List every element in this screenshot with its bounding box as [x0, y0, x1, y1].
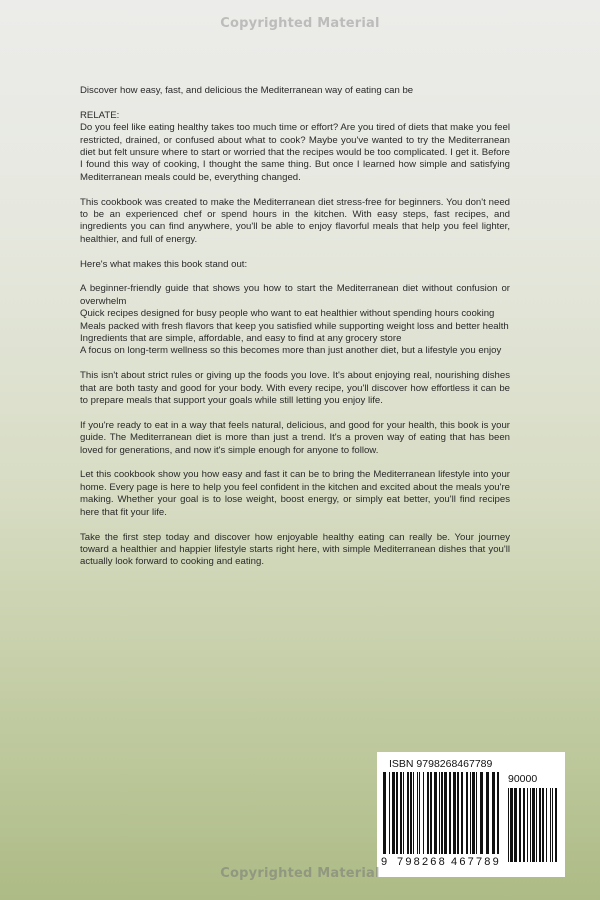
barcode-bar — [392, 772, 395, 854]
copyright-watermark-top: Copyrighted Material — [220, 16, 380, 31]
intro-line: Discover how easy, fast, and delicious the Mediterranean way of eating can be — [80, 85, 414, 96]
barcode-bar — [461, 772, 463, 854]
barcode-bar — [439, 772, 440, 854]
list-item: A focus on long-term wellness so this becomes more than just another diet, but a lifestyle you enjoy — [80, 345, 502, 357]
barcode-bar — [530, 788, 531, 862]
barcode-bar — [389, 772, 390, 854]
barcode-bar — [539, 788, 541, 862]
barcode-bar — [403, 772, 404, 854]
list-item: Quick recipes designed for busy people who want to eat healthier without spending hours cooking — [80, 308, 495, 320]
barcode-bar — [417, 772, 418, 854]
copyright-watermark-bottom: Copyrighted Material — [220, 866, 380, 881]
barcode-bar — [523, 788, 525, 862]
list-item: Meals packed with fresh flavors that keep you satisfied while supporting weight loss and better health — [80, 320, 509, 332]
barcode-bar — [480, 772, 483, 854]
barcode-bar — [492, 772, 495, 854]
barcode-bar — [532, 788, 535, 862]
rules-paragraph: This isn't about strict rules or giving up the foods you love. It's about enjoying real, nourishing dishes that are both tasty and good for your body. With every recipe, you'll discover how effortless it can be to prepare meals that support your goals while still letting you enjoy life. — [80, 370, 510, 407]
ready-paragraph: If you're ready to eat in a way that feels natural, delicious, and good for your health, this book is your guide. The Mediterranean diet is more than just a trend. It's a proven way of eating that has been loved for generations, and now it's simple enough for anyone to follow. — [80, 419, 510, 456]
barcode-bar — [542, 788, 544, 862]
barcode-bar — [449, 772, 451, 854]
barcode-bar — [552, 788, 553, 862]
barcode-bar — [527, 788, 528, 862]
let-cookbook-paragraph: Let this cookbook show you how easy and fast it can be to bring the Mediterranean lifestyle into your home. Every page is here to help you feel confident in the kitchen and excited about the meals you're making. Whether your goal is to lose weight, boost energy, or simply eat better, you'll find recipes here that fit your life. — [80, 469, 510, 518]
price-barcode-bars — [508, 788, 560, 862]
list-item: A beginner-friendly guide that shows you how to start the Mediterranean diet without confusion or overwhelm — [80, 283, 510, 307]
cookbook-paragraph: This cookbook was created to make the Mediterranean diet stress-free for beginners. You don't need to be an experienced chef or spend hours in the kitchen. With easy steps, fast recipes, and ingredients you can find anywhere, you'll be able to enjoy flavorful meals that help you feel lighter, healthier, and full of energy. — [80, 196, 510, 245]
barcode-bar — [497, 772, 499, 854]
barcode-bar — [410, 772, 412, 854]
barcode-bar — [453, 772, 456, 854]
barcode-bar — [508, 788, 509, 862]
barcode-bar — [413, 772, 414, 854]
standout-intro: Here's what makes this book stand out: — [80, 258, 248, 270]
isbn-label: ISBN 9798268467789 — [389, 758, 493, 770]
barcode-bar — [434, 772, 437, 854]
barcode-bar — [427, 772, 429, 854]
barcode-bar — [550, 788, 551, 862]
relate-heading: RELATE: — [80, 109, 120, 121]
barcode-bar — [519, 788, 521, 862]
barcode-bar — [536, 788, 537, 862]
first-step-paragraph: Take the first step today and discover how enjoyable healthy eating can really be. Your journey toward a healthier and happier lifestyle starts right here, with simple Mediterranean dishes that you'll actually look forward to cooking and eating. — [80, 531, 510, 568]
barcode-bar — [419, 772, 420, 854]
barcode-digit-group1: 798268 — [397, 856, 447, 868]
barcode-bar — [510, 788, 513, 862]
barcode-bar — [400, 772, 402, 854]
barcode-bar — [383, 772, 386, 854]
barcode-bar — [546, 788, 547, 862]
barcode-bar — [555, 788, 557, 862]
isbn-barcode-box — [377, 752, 565, 877]
price-code: 90000 — [508, 773, 538, 785]
barcode-bar — [514, 788, 517, 862]
barcode-bar — [396, 772, 398, 854]
barcode-bar — [470, 772, 471, 854]
barcode-digit-group2: 467789 — [451, 856, 501, 868]
barcode-bar — [441, 772, 443, 854]
barcode-bar — [444, 772, 447, 854]
barcode-bar — [486, 772, 489, 854]
barcode-bar — [423, 772, 424, 854]
barcode-digit-first: 9 — [381, 856, 388, 868]
barcode-bar — [407, 772, 409, 854]
barcode-bar — [476, 772, 477, 854]
barcode-bar — [430, 772, 432, 854]
barcode-bar — [472, 772, 475, 854]
standout-list — [80, 283, 510, 357]
list-item: Ingredients that are simple, affordable, and easy to find at any grocery store — [80, 333, 402, 345]
relate-paragraph: Do you feel like eating healthy takes too much time or effort? Are you tired of diets that make you feel restricted, drained, or confused about what to cook? Maybe you've wanted to try the Mediterranean diet but felt unsure where to start or worried that the recipes would be too complicated. I get it. Before I found this way of cooking, I thought the same thing. But once I learned how simple and satisfying Mediterranean meals could be, everything changed. — [80, 122, 510, 183]
barcode-bar — [466, 772, 468, 854]
back-cover-description — [80, 85, 510, 581]
barcode-bars — [383, 772, 501, 864]
barcode-bar — [457, 772, 459, 854]
